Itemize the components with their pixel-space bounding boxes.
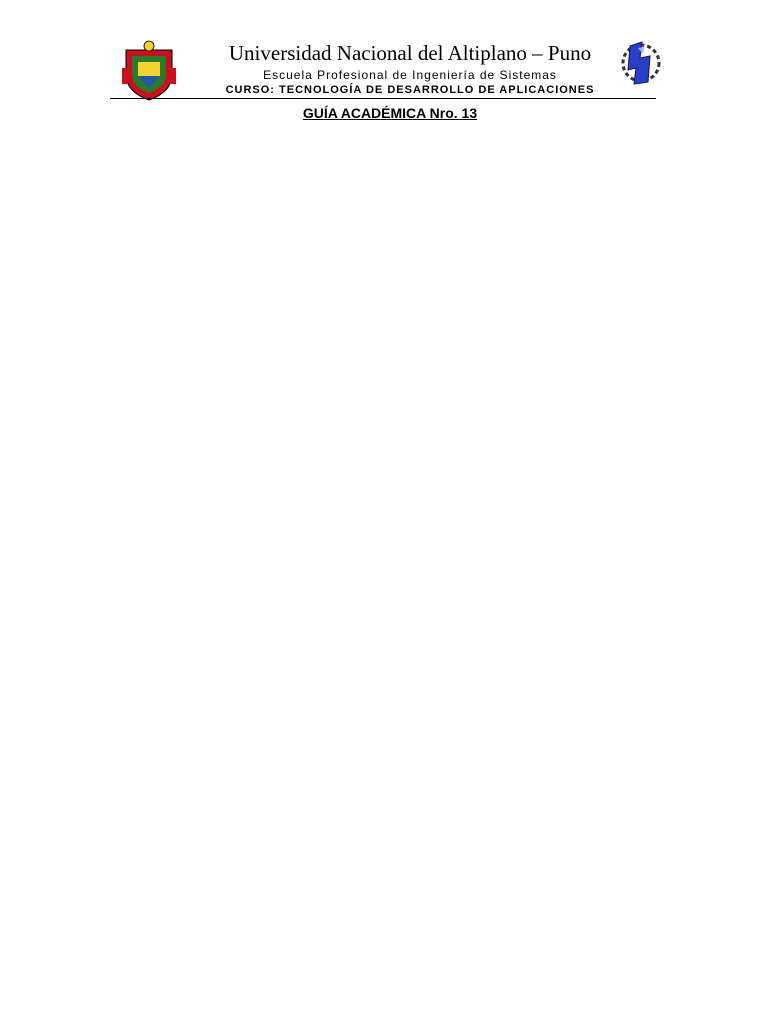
university-crest-logo xyxy=(118,40,180,102)
systems-engineering-logo xyxy=(620,38,662,88)
university-name: Universidad Nacional del Altiplano – Puno xyxy=(228,41,592,65)
course-name: CURSO: TECNOLOGÍA DE DESARROLLO DE APLICACIONES xyxy=(225,84,595,96)
school-name: Escuela Profesional de Ingeniería de Sistemas xyxy=(263,68,557,82)
header-divider xyxy=(110,98,656,99)
document-title: GUÍA ACADÉMICA Nro. 13 xyxy=(302,105,478,121)
